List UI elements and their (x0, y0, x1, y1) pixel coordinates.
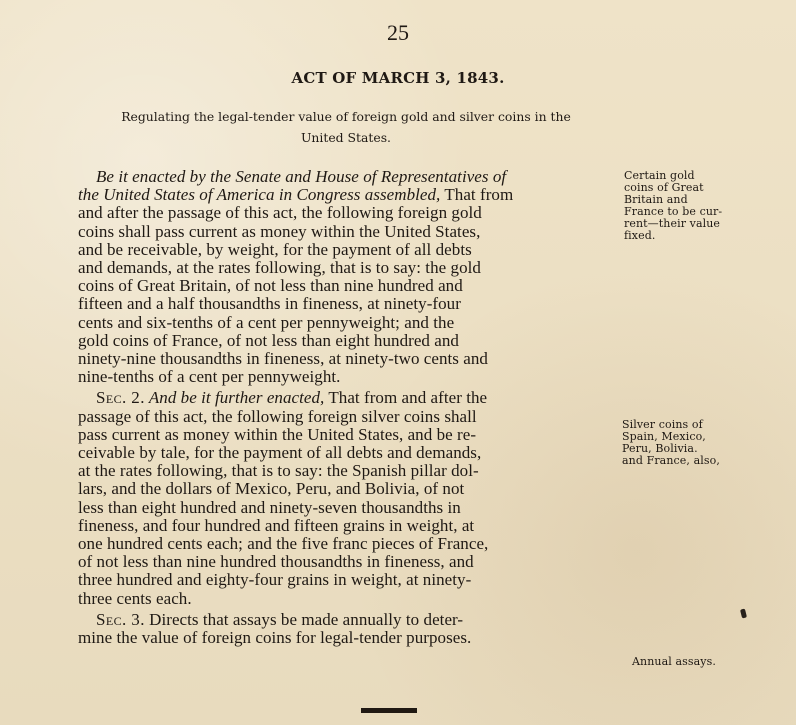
p2-line-8: fineness, and four hundred and fifteen grains in weight, at (78, 515, 475, 535)
p2-line-12: three cents each. (78, 588, 192, 608)
act-subtitle (67, 106, 625, 148)
p3-line-2: mine the value of foreign coins for legal-tender purposes. (78, 628, 472, 648)
margin-note-2-line-2: Spain, Mexico, (622, 430, 706, 443)
p1-line-5: and be receivable, by weight, for the payment of all debts (78, 239, 472, 259)
p2-line-1-rest: That from and after the (324, 388, 488, 408)
margin-note-1-line-6: fixed. (624, 229, 656, 242)
margin-note-annual-assays (632, 656, 742, 668)
margin-note-1-line-1: Certain gold (624, 169, 695, 182)
p2-line-10: of not less than nine hundred thousandths in fineness, and (78, 552, 474, 572)
margin-note-1-line-3: Britain and (624, 193, 688, 206)
act-body (78, 168, 618, 650)
ink-mark (740, 609, 747, 619)
page-number: 25 (387, 20, 409, 45)
p1-line-3: and after the passage of this act, the following foreign gold (78, 203, 482, 223)
p1-line-4: coins shall pass current as money within the United States, (78, 221, 481, 241)
bleed-through-text (230, 712, 420, 724)
p1-line-2-italic: the United States of America in Congress assembled, (78, 185, 441, 205)
p2-line-5: at the rates following, that is to say: the Spanish pillar dol- (78, 461, 479, 481)
p2-line-9: one hundred cents each; and the five franc pieces of France, (78, 534, 489, 554)
paragraph-1 (78, 168, 618, 386)
margin-note-gold-coins (624, 170, 744, 242)
p1-line-9: cents and six-tenths of a cent per pennyweight; and the (78, 312, 455, 332)
p2-line-4: ceivable by tale, for the payment of all debts and demands, (78, 443, 482, 463)
margin-note-2-line-1: Silver coins of (622, 418, 703, 431)
p1-line-6: and demands, at the rates following, that is to say: the gold (78, 258, 481, 278)
p2-line-11: three hundred and eighty-four grains in weight, at ninety- (78, 570, 472, 590)
p1-line-7: coins of Great Britain, of not less than nine hundred and (78, 276, 463, 296)
margin-note-silver-coins (622, 419, 746, 467)
paragraph-2 (78, 389, 618, 607)
p1-line-8: fifteen and a half thousandths in fineness, at ninety-four (78, 294, 461, 314)
p2-line-7: less than eight hundred and ninety-seven thousandths in (78, 497, 461, 517)
margin-note-2-line-4: and France, also, (622, 454, 720, 467)
act-title: ACT OF MARCH 3, 1843. (291, 69, 505, 87)
subtitle-line-2: United States. (300, 130, 392, 145)
subtitle-line-1: Regulating the legal-tender value of foreign gold and silver coins in the (121, 109, 571, 124)
margin-note-3-line-1: Annual assays. (632, 655, 716, 668)
margin-note-1-line-5: rent—their value (624, 217, 721, 230)
p2-line-3: pass current as money within the United States, and be re- (78, 424, 477, 444)
p2-line-6: lars, and the dollars of Mexico, Peru, and Bolivia, of not (78, 479, 465, 499)
p3-line-1-rest: Directs that assays be made annually to deter- (144, 609, 464, 629)
p2-italic-phrase: And be it further enacted, (144, 388, 325, 408)
p1-line-2 (78, 186, 618, 204)
p1-line-10: gold coins of France, of not less than eight hundred and (78, 330, 459, 350)
margin-note-2-line-3: Peru, Bolivia. (622, 442, 698, 455)
p1-line-1: Be it enacted by the Senate and House of Representatives of (96, 167, 507, 186)
margin-note-1-line-4: France to be cur- (624, 205, 723, 218)
p3-line-1 (78, 611, 618, 629)
paragraph-3 (78, 611, 618, 647)
section-2-label: Sec. 2. (96, 388, 145, 408)
section-3-label: Sec. 3. (96, 609, 145, 629)
p2-line-2: passage of this act, the following foreign silver coins shall (78, 406, 477, 426)
margin-note-1-line-2: coins of Great (624, 181, 704, 194)
p1-line-2-rest: That from (440, 185, 514, 205)
p1-line-12: nine-tenths of a cent per pennyweight. (78, 367, 341, 387)
p2-line-1 (78, 389, 618, 407)
p1-line-11: ninety-nine thousandths in fineness, at ninety-two cents and (78, 349, 488, 369)
